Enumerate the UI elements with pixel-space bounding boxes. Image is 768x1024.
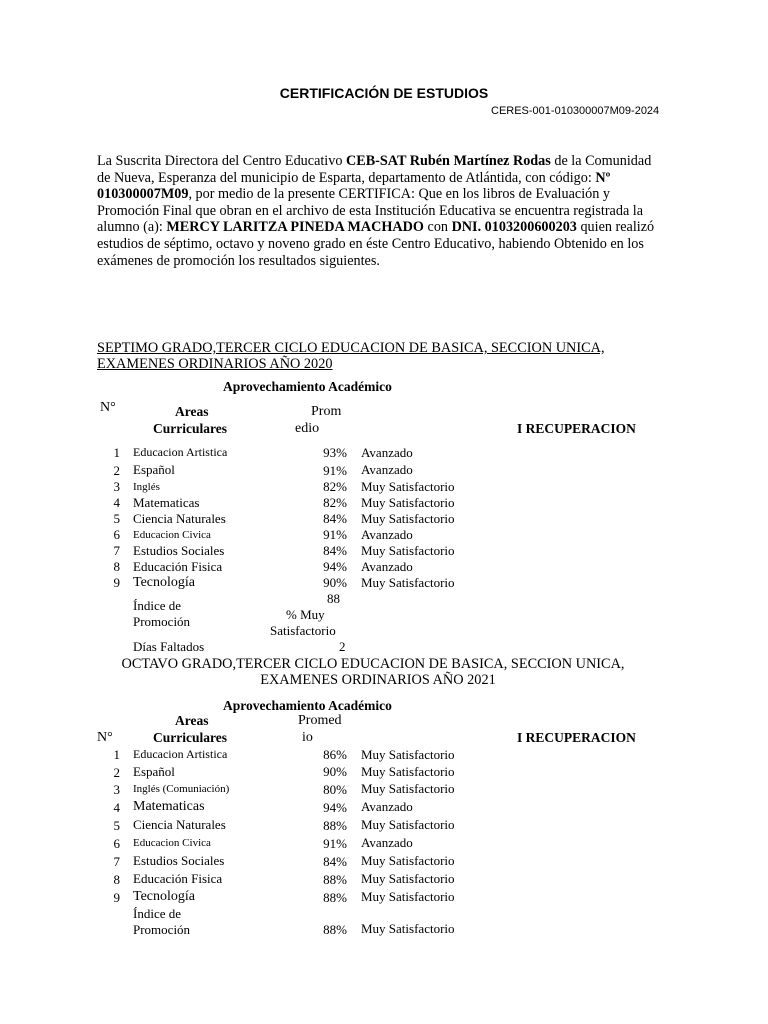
octavo-indice-level: Muy Satisfactorio [361, 921, 455, 936]
table-row-number: 2 [113, 765, 120, 780]
table-row-area: Matematicas [133, 495, 200, 510]
table-row-percent: 82% [323, 479, 347, 494]
table-row-number: 8 [113, 872, 120, 887]
table-row-level: Muy Satisfactorio [361, 511, 455, 526]
table-row-number: 5 [113, 511, 120, 526]
septimo-indice-label-1: Índice de [133, 598, 182, 613]
octavo-col-recuperacion: I RECUPERACION [517, 730, 636, 745]
intro-text-4: con [423, 219, 452, 236]
octavo-indice-label-2: Promoción [133, 922, 191, 937]
table-row-level: Muy Satisfactorio [361, 495, 455, 510]
septimo-indice-label-2: Promoción [133, 614, 191, 629]
septimo-col-prom-2: edio [295, 421, 320, 436]
table-row-level: Avanzado [361, 835, 413, 850]
table-row-percent: 80% [323, 782, 347, 797]
table-row-area: Educacion Artistica [133, 445, 228, 459]
table-row-number: 4 [113, 495, 120, 510]
table-row-area: Tecnología [133, 889, 195, 904]
table-row-number: 3 [113, 479, 120, 494]
septimo-indice-value-3: Satisfactorio [270, 623, 336, 638]
octavo-heading-line1: OCTAVO GRADO,TERCER CICLO EDUCACION DE BASICA, SECCION UNICA, [121, 656, 625, 672]
table-row-area: Educación Fisica [133, 871, 223, 886]
table-row-percent: 84% [323, 543, 347, 558]
septimo-aprovechamiento: Aprovechamiento Académico [223, 379, 392, 394]
intro-text-3: , por medio de la presente CERTIFICA: Que en los libros de Evaluación y Promoción Final que obran en el archivo de esta Institución Educativa se encuentra registrada la alumno (a): [97, 186, 644, 236]
intro-text-5: quien realizó estudios de séptimo, octavo y noveno grado en éste Centro Educativo, habiendo Obtenido en los exámenes de promoción los resultados siguientes. [97, 219, 655, 269]
table-row-number: 3 [113, 782, 120, 797]
school-name: CEB-SAT Rubén Martínez Rodas [345, 153, 551, 169]
table-row-level: Muy Satisfactorio [361, 817, 455, 832]
table-row-number: 4 [113, 800, 120, 815]
table-row-area: Estudios Sociales [133, 543, 225, 558]
octavo-indice-label-1: Índice de [133, 906, 182, 921]
student-dni: DNI. 0103200600203 [451, 219, 577, 236]
septimo-col-number: N° [100, 400, 116, 415]
intro-text-2: de la Comunidad de Nueva, Esperanza del municipio de Esparta, departamento de Atlántida, con código: [97, 153, 652, 186]
table-row-area: Español [133, 462, 175, 477]
table-row-percent: 84% [323, 854, 347, 869]
intro-text-1: La Suscrita Directora del Centro Educativo [97, 153, 346, 169]
table-row-level: Avanzado [361, 559, 413, 574]
table-row-level: Muy Satisfactorio [361, 764, 455, 779]
septimo-col-areas-1: Areas [175, 404, 209, 419]
octavo-col-prom-2: io [302, 730, 313, 745]
table-row-number: 9 [113, 575, 120, 590]
table-row-number: 9 [113, 890, 120, 905]
table-row-area: Inglés (Comuniación) [133, 783, 230, 795]
table-row-area: Matematicas [133, 799, 205, 814]
table-row-level: Avanzado [361, 527, 413, 542]
septimo-indice-value: 88 [327, 591, 340, 606]
table-row-percent: 90% [323, 764, 347, 779]
table-row-area: Inglés [133, 481, 160, 493]
octavo-aprovechamiento: Aprovechamiento Académico [223, 698, 392, 713]
table-row-area: Estudios Sociales [133, 853, 225, 868]
septimo-col-prom-1: Prom [311, 404, 342, 419]
school-code: Nº 010300007M09 [97, 169, 611, 203]
table-row-level: Muy Satisfactorio [361, 575, 455, 590]
table-row-percent: 86% [323, 747, 347, 762]
table-row-percent: 93% [323, 445, 347, 460]
table-row-percent: 91% [323, 836, 347, 851]
table-row-number: 2 [113, 463, 120, 478]
table-row-percent: 88% [323, 818, 347, 833]
septimo-heading-line2: EXAMENES ORDINARIOS AÑO 2020 [97, 356, 333, 372]
table-row-number: 1 [113, 445, 120, 460]
table-row-percent: 82% [323, 495, 347, 510]
octavo-col-areas-2: Curriculares [153, 730, 227, 745]
table-row-percent: 84% [323, 511, 347, 526]
table-row-percent: 94% [323, 559, 347, 574]
table-row-percent: 90% [323, 575, 347, 590]
table-row-number: 5 [113, 818, 120, 833]
table-row-number: 7 [113, 543, 120, 558]
table-row-percent: 94% [323, 800, 347, 815]
table-row-level: Muy Satisfactorio [361, 853, 455, 868]
septimo-dias-label: Días Faltados [133, 639, 205, 654]
table-row-percent: 88% [323, 890, 347, 905]
table-row-number: 7 [113, 854, 120, 869]
table-row-level: Muy Satisfactorio [361, 871, 455, 886]
student-name: MERCY LARITZA PINEDA MACHADO [166, 219, 424, 236]
table-row-area: Educacion Civica [133, 837, 211, 849]
table-row-level: Muy Satisfactorio [361, 543, 455, 558]
table-row-percent: 91% [323, 463, 347, 478]
table-row-area: Educacion Artistica [133, 747, 228, 761]
table-row-level: Avanzado [361, 445, 413, 460]
table-row-number: 6 [113, 527, 120, 542]
septimo-col-areas-2: Curriculares [153, 421, 227, 436]
septimo-indice-value-2: % Muy [286, 607, 325, 622]
table-row-level: Muy Satisfactorio [361, 781, 455, 796]
table-row-level: Muy Satisfactorio [361, 479, 455, 494]
table-row-area: Educación Fisica [133, 559, 223, 574]
certification-paragraph [97, 153, 662, 269]
septimo-dias-value: 2 [339, 639, 346, 654]
septimo-heading-line1: SEPTIMO GRADO,TERCER CICLO EDUCACION DE BASICA, SECCION UNICA, [97, 340, 605, 356]
septimo-col-recuperacion: I RECUPERACION [517, 421, 636, 436]
table-row-area: Español [133, 764, 175, 779]
octavo-col-prom-1: Promed [298, 713, 342, 728]
table-row-number: 8 [113, 559, 120, 574]
table-row-level: Avanzado [361, 799, 413, 814]
table-row-number: 1 [113, 747, 120, 762]
document-title: CERTIFICACIÓN DE ESTUDIOS [279, 85, 489, 101]
octavo-col-areas-1: Areas [175, 713, 209, 728]
table-row-percent: 88% [323, 872, 347, 887]
table-row-level: Muy Satisfactorio [361, 889, 455, 904]
octavo-col-number: N° [97, 730, 113, 745]
table-row-percent: 91% [323, 527, 347, 542]
table-row-area: Educacion Civica [133, 529, 211, 541]
table-row-level: Avanzado [361, 462, 413, 477]
table-row-number: 6 [113, 836, 120, 851]
octavo-heading-line2: EXAMENES ORDINARIOS AÑO 2021 [260, 672, 496, 688]
table-row-area: Tecnología [133, 575, 195, 590]
certificate-code: CERES-001-010300007M09-2024 [491, 105, 660, 117]
table-row-area: Ciencia Naturales [133, 817, 226, 832]
table-row-level: Muy Satisfactorio [361, 747, 455, 762]
octavo-indice-value: 88% [323, 922, 347, 937]
table-row-area: Ciencia Naturales [133, 511, 226, 526]
